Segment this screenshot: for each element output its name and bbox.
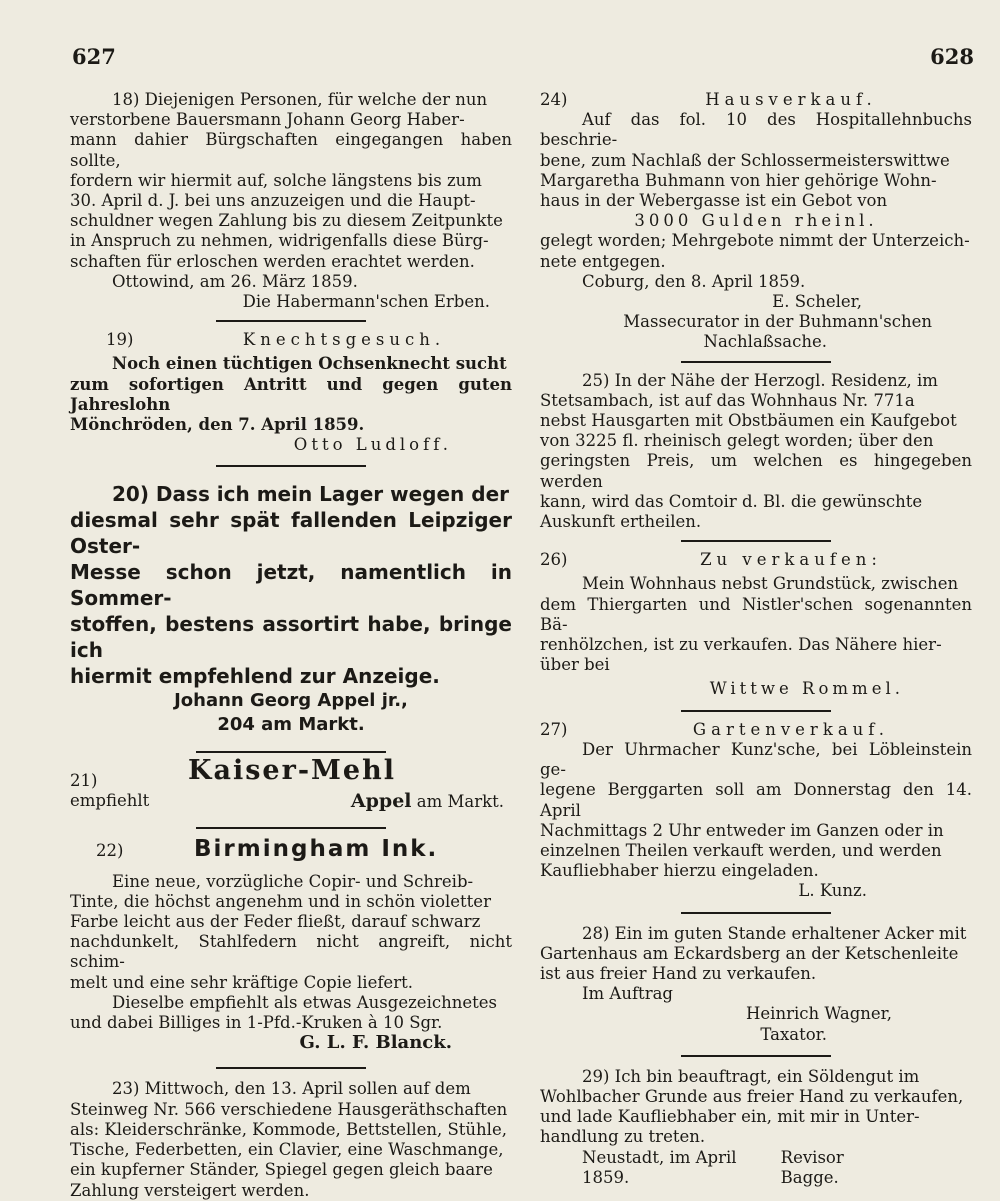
text-line: gelegt worden; Mehrgebote nimmt der Unterzeich- bbox=[540, 231, 970, 251]
text-line: Stetsambach, ist auf das Wohnhaus Nr. 771a bbox=[540, 390, 915, 410]
signature: Otto Ludloff. bbox=[293, 435, 452, 455]
notice-number: 22) bbox=[96, 841, 124, 861]
text-line: verstorbene Bauersmann Johann Georg Haber- bbox=[70, 110, 465, 130]
text-line: Kaufliebhaber hierzu eingeladen. bbox=[540, 861, 819, 881]
signature: G. L. F. Blanck. bbox=[299, 1032, 452, 1054]
notice-27 bbox=[540, 720, 972, 902]
signature-title: Nachlaßsache. bbox=[703, 332, 827, 352]
text-line: schaften für erloschen werden erachtet werden. bbox=[70, 251, 475, 271]
text-line: Messe schon jetzt, namentlich in Sommer- bbox=[70, 560, 512, 611]
right-column bbox=[540, 90, 972, 1188]
text-line: Wohlbacher Grunde aus freier Hand zu verkaufen, bbox=[540, 1086, 964, 1106]
birmingham-ink-headline: Birmingham Ink. bbox=[194, 836, 439, 863]
text-line: hiermit empfehlend zur Anzeige. bbox=[70, 664, 440, 689]
text-line: Dieselbe empfiehlt als etwas Ausgezeichnetes bbox=[112, 992, 497, 1012]
text-line: über bei bbox=[540, 655, 610, 675]
notice-22 bbox=[70, 836, 512, 1054]
text-line: dem Thiergarten und Nistler'schen sogenannten Bä- bbox=[540, 594, 972, 634]
notice-number: 27) bbox=[540, 719, 568, 739]
text-line: stoffen, bestens assortirt habe, bringe ich bbox=[70, 612, 512, 663]
page-number-right: 628 bbox=[930, 44, 974, 69]
page-number-left: 627 bbox=[72, 44, 116, 69]
text-line: fordern wir hiermit auf, solche längstens bis zum bbox=[70, 170, 482, 190]
text-line: ist aus freier Hand zu verkaufen. bbox=[540, 963, 817, 983]
signature-address: 204 am Markt. bbox=[217, 714, 365, 736]
signature: L. Kunz. bbox=[798, 881, 867, 901]
notice-heading: Hausverkauf. bbox=[705, 90, 877, 109]
text-line: Gartenhaus am Eckardsberg an der Ketschenleite bbox=[540, 943, 959, 963]
notice-26 bbox=[540, 550, 972, 699]
kaiser-mehl-headline: Kaiser-Mehl bbox=[188, 755, 396, 787]
text-line: Tinte, die höchst angenehm und in schön violetter bbox=[70, 891, 491, 911]
signature: Revisor Bagge. bbox=[780, 1147, 844, 1187]
text-line: handlung zu treten. bbox=[540, 1127, 706, 1147]
appel-am-markt bbox=[351, 791, 504, 812]
text-line: melt und eine sehr kräftige Copie liefert. bbox=[70, 972, 413, 992]
signature: Johann Georg Appel jr., bbox=[174, 690, 408, 712]
text-line: diesmal sehr spät fallenden Leipziger Oster- bbox=[70, 508, 512, 559]
text-line: 18) Diejenigen Personen, für welche der nun bbox=[112, 90, 488, 109]
signature: Wittwe Rommel. bbox=[709, 679, 904, 699]
text-line: nete entgegen. bbox=[540, 251, 666, 271]
text-line: haus in der Webergasse ist ein Gebot von bbox=[540, 191, 888, 211]
notice-23 bbox=[70, 1079, 512, 1200]
appel-name: Appel bbox=[350, 790, 412, 813]
text-line: in Anspruch zu nehmen, widrigenfalls diese Bürg- bbox=[70, 231, 489, 251]
notice-heading: Zu verkaufen: bbox=[700, 550, 882, 570]
text-line: 30. April d. J. bei uns anzuzeigen und die Haupt- bbox=[70, 191, 476, 211]
text-line: Tische, Federbetten, ein Clavier, eine Waschmange, bbox=[70, 1140, 504, 1160]
text-line: einzelnen Theilen verkauft werden, und werden bbox=[540, 840, 942, 860]
am-markt-text: am Markt. bbox=[416, 792, 504, 812]
notice-21 bbox=[70, 755, 512, 819]
signature: E. Scheler, bbox=[772, 292, 862, 312]
text-line: Mein Wohnhaus nebst Grundstück, zwischen bbox=[582, 574, 959, 594]
notice-number: 26) bbox=[540, 550, 568, 570]
text-line: zum sofortigen Antritt und gegen guten Jahreslohn bbox=[70, 374, 512, 414]
amount-text: 3000 Gulden rheinl. bbox=[634, 211, 878, 231]
text-line: 23) Mittwoch, den 13. April sollen auf dem bbox=[112, 1079, 471, 1099]
text-line: Auf das fol. 10 des Hospitallehnbuchs beschrie- bbox=[540, 110, 972, 150]
text-line: 28) Ein im guten Stande erhaltener Acker mit bbox=[582, 923, 967, 943]
text-line: kann, wird das Comtoir d. Bl. die gewünschte bbox=[540, 491, 923, 511]
place-date: Ottowind, am 26. März 1859. bbox=[112, 271, 358, 291]
text-line: mann dahier Bürgschaften eingegangen haben sollte, bbox=[70, 130, 512, 170]
place-date: Coburg, den 8. April 1859. bbox=[582, 271, 806, 291]
im-auftrag: Im Auftrag bbox=[582, 984, 673, 1004]
signature-title: Taxator. bbox=[760, 1024, 827, 1044]
signature: Heinrich Wagner, bbox=[746, 1004, 892, 1024]
text-line: geringsten Preis, um welchen es hingegeben werden bbox=[540, 451, 972, 491]
notice-18 bbox=[70, 90, 512, 312]
text-line: Zahlung versteigert werden. bbox=[70, 1180, 310, 1200]
text-line: und dabei Billiges in 1-Pfd.-Kruken à 10 Sgr. bbox=[70, 1013, 443, 1033]
signature-title: Massecurator in der Buhmann'schen bbox=[623, 312, 932, 332]
empfiehlt-text: empfiehlt bbox=[70, 791, 150, 811]
notice-20 bbox=[70, 481, 512, 737]
text-line: Noch einen tüchtigen Ochsenknecht sucht bbox=[112, 354, 507, 374]
text-line: von 3225 fl. rheinisch gelegt worden; über den bbox=[540, 431, 934, 451]
text-line: nebst Hausgarten mit Obstbäumen ein Kaufgebot bbox=[540, 411, 957, 431]
notice-heading: Gartenverkauf. bbox=[692, 719, 890, 739]
text-line: Margaretha Buhmann von hier gehörige Wohn- bbox=[540, 170, 937, 190]
text-line: ein kupferner Ständer, Spiegel gegen gleich baare bbox=[70, 1160, 493, 1180]
notice-28 bbox=[540, 924, 972, 1045]
text-line: Eine neue, vorzügliche Copir- und Schreib- bbox=[112, 871, 474, 891]
signature: Die Habermann'schen Erben. bbox=[242, 292, 490, 312]
text-line: und lade Kaufliebhaber ein, mit mir in Unter- bbox=[540, 1107, 920, 1127]
left-column bbox=[70, 90, 512, 1201]
text-line: 29) Ich bin beauftragt, ein Söldengut im bbox=[582, 1066, 920, 1086]
text-line: 25) In der Nähe der Herzogl. Residenz, im bbox=[582, 370, 938, 390]
notice-number: 24) bbox=[540, 90, 568, 109]
notice-heading: Knechtsgesuch. bbox=[242, 330, 446, 350]
text-line: Der Uhrmacher Kunz'sche, bei Löbleinstein ge- bbox=[540, 739, 972, 780]
text-line: nachdunkelt, Stahlfedern nicht angreift, nicht schim- bbox=[70, 932, 512, 972]
notice-19 bbox=[70, 330, 512, 455]
text-line: legene Berggarten soll am Donnerstag den 14. April bbox=[540, 780, 972, 820]
text-line: bene, zum Nachlaß der Schlossermeisterswittwe bbox=[540, 150, 950, 170]
notice-24 bbox=[540, 90, 972, 353]
text-line: 20) Dass ich mein Lager wegen der bbox=[112, 482, 509, 507]
text-line: Nachmittags 2 Uhr entweder im Ganzen oder in bbox=[540, 820, 944, 840]
notice-number: 19) bbox=[106, 330, 134, 350]
text-line: Mönchröden, den 7. April 1859. bbox=[70, 415, 365, 435]
place-date: Neustadt, im April 1859. bbox=[582, 1147, 737, 1187]
text-line: schuldner wegen Zahlung bis zu diesem Zeitpunkte bbox=[70, 211, 503, 231]
text-line: renhölzchen, ist zu verkaufen. Das Nähere hier- bbox=[540, 635, 942, 655]
text-line: Farbe leicht aus der Feder fließt, darauf schwarz bbox=[70, 912, 481, 932]
notice-25 bbox=[540, 371, 972, 533]
text-line: als: Kleiderschränke, Kommode, Bettstellen, Stühle, bbox=[70, 1119, 507, 1139]
notice-number: 21) bbox=[70, 771, 98, 791]
text-line: Steinweg Nr. 566 verschiedene Hausgeräthschaften bbox=[70, 1099, 508, 1119]
text-line: Auskunft ertheilen. bbox=[540, 512, 702, 532]
notice-29 bbox=[540, 1067, 972, 1188]
